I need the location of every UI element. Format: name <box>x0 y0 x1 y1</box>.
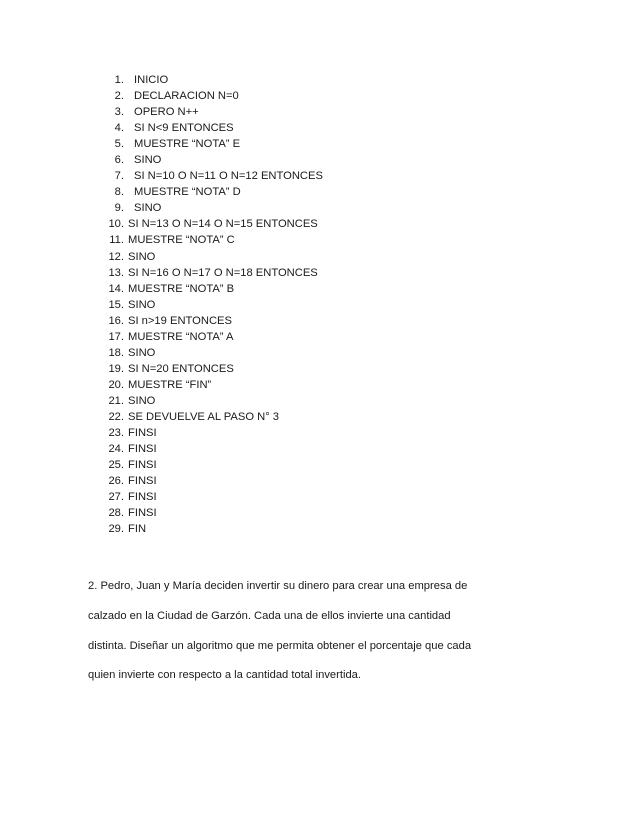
list-item <box>96 393 323 409</box>
list-item <box>96 281 323 297</box>
step-text: INICIO <box>134 74 169 86</box>
step-text: DECLARACION N=0 <box>134 90 239 103</box>
algorithm-step-list <box>96 72 323 537</box>
step-text: MUESTRE “NOTA” C <box>128 234 235 247</box>
list-item <box>96 104 323 120</box>
paragraph-line: 2. Pedro, Juan y María deciden invertir su dinero para crear una empresa de <box>88 580 468 592</box>
list-item <box>96 361 323 377</box>
list-item <box>96 377 323 393</box>
step-number: 4. <box>114 122 124 135</box>
list-item <box>96 313 323 329</box>
step-number: 1. <box>114 74 124 86</box>
step-number: 10. <box>108 218 124 231</box>
step-number: 27. <box>108 491 124 504</box>
list-item <box>96 473 323 489</box>
step-number: 29. <box>108 523 124 536</box>
list-item <box>96 184 323 200</box>
step-text: MUESTRE “NOTA” D <box>134 186 241 199</box>
list-item <box>96 136 323 152</box>
step-number: 6. <box>114 154 124 167</box>
list-item <box>96 329 323 345</box>
step-text: MUESTRE “NOTA” E <box>134 138 241 151</box>
step-text: SINO <box>134 202 162 215</box>
step-number: 24. <box>108 443 124 456</box>
step-text: SI n>19 ENTONCES <box>128 314 232 327</box>
step-number: 23. <box>108 427 124 440</box>
list-item <box>96 521 323 537</box>
step-number: 2. <box>114 90 124 103</box>
step-text: SI N=13 O N=14 O N=15 ENTONCES <box>128 218 318 231</box>
step-number: 5. <box>114 138 124 151</box>
step-number: 28. <box>108 507 124 520</box>
step-text: FINSI <box>128 459 157 472</box>
step-text: SINO <box>128 250 156 263</box>
step-number: 19. <box>108 362 124 375</box>
step-number: 7. <box>114 170 124 183</box>
list-item <box>96 232 323 248</box>
step-text: FINSI <box>128 475 157 488</box>
list-item <box>96 345 323 361</box>
step-number: 21. <box>108 394 124 407</box>
list-item <box>96 72 323 88</box>
step-text: MUESTRE “NOTA” A <box>128 330 234 343</box>
step-text: SI N<9 ENTONCES <box>134 122 234 135</box>
step-text: SINO <box>128 298 156 311</box>
list-item <box>96 88 323 104</box>
list-item <box>96 265 323 281</box>
step-text: SE DEVUELVE AL PASO N° 3 <box>128 410 280 423</box>
paragraph-line: distinta. Diseñar un algoritmo que me permita obtener el porcentaje que cada <box>88 639 472 652</box>
step-number: 22. <box>108 410 124 423</box>
list-item <box>96 152 323 168</box>
list-item <box>96 425 323 441</box>
list-item <box>96 216 323 232</box>
list-item <box>96 409 323 425</box>
step-number: 15. <box>108 298 124 311</box>
step-text: SI N=20 ENTONCES <box>128 362 234 375</box>
step-text: FINSI <box>128 491 157 504</box>
step-text: FIN <box>128 523 147 536</box>
step-number: 13. <box>108 266 124 279</box>
step-number: 25. <box>108 459 124 472</box>
step-number: 17. <box>108 330 124 343</box>
step-text: SINO <box>128 346 156 359</box>
step-text: FINSI <box>128 427 157 440</box>
step-text: OPERO N++ <box>134 106 199 119</box>
step-text: MUESTRE “NOTA” B <box>128 282 235 295</box>
step-text: SINO <box>134 154 162 167</box>
paragraph-line: calzado en la Ciudad de Garzón. Cada una de ellos invierte una cantidad <box>88 609 451 622</box>
step-text: MUESTRE “FIN” <box>128 378 212 391</box>
step-number: 12. <box>108 250 124 263</box>
step-text: SI N=10 O N=11 O N=12 ENTONCES <box>134 170 323 183</box>
step-text: SINO <box>128 394 156 407</box>
list-item <box>96 505 323 521</box>
problem-statement-paragraph <box>88 572 558 691</box>
step-number: 9. <box>114 202 124 215</box>
list-item <box>96 489 323 505</box>
list-item <box>96 120 323 136</box>
step-number: 26. <box>108 475 124 488</box>
step-number: 11. <box>109 234 124 247</box>
step-text: SI N=16 O N=17 O N=18 ENTONCES <box>128 266 318 279</box>
list-item <box>96 297 323 313</box>
step-text: FINSI <box>128 443 157 456</box>
step-number: 14. <box>108 282 124 295</box>
list-item <box>96 249 323 265</box>
list-item <box>96 457 323 473</box>
step-number: 16. <box>108 314 124 327</box>
step-number: 3. <box>114 106 124 119</box>
step-number: 20. <box>108 378 124 391</box>
list-item <box>96 441 323 457</box>
list-item <box>96 200 323 216</box>
step-text: FINSI <box>128 507 157 520</box>
paragraph-line: quien invierte con respecto a la cantidad total invertida. <box>88 669 362 682</box>
step-number: 18. <box>108 346 124 359</box>
step-number: 8. <box>114 186 124 199</box>
list-item <box>96 168 323 184</box>
